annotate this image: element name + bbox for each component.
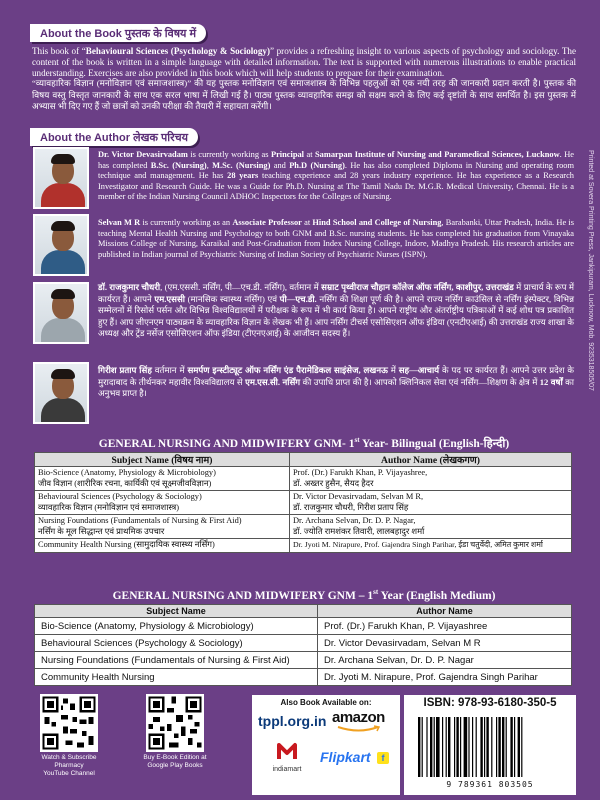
barcode-bar <box>510 717 512 777</box>
about-book-english: This book of “Behavioural Sciences (Psychology & Sociology)” provides a refreshing insight to various aspects of psychology and sociology. The content of the book is written in a simple language with detailed information. The text is supported with numerous illustrations to enable practical understanding. Exercises are also provided in this book which will help students to prepare for their examination. <box>32 46 576 78</box>
barcode-bar <box>442 717 443 777</box>
about-book-heading: About the Book पुस्तक के विषय में <box>30 24 206 42</box>
barcode-digits: 9 789361 803505 <box>446 780 534 789</box>
author-photo <box>33 282 89 344</box>
about-author-heading: About the Author लेखक परिचय <box>30 128 198 146</box>
isbn-box <box>404 695 576 795</box>
available-on-box <box>252 695 400 795</box>
barcode-bar <box>502 717 504 777</box>
author-bio: डॉ. राजकुमार चौधरी, (एम.एससी. नर्सिंग, पी—एच.डी. नर्सिंग), वर्तमान में सम्राट पृथ्वीराज चौहान कॉलेज ऑफ नर्सिंग, काशीपुर, उत्तराखंड में प्राचार्य के रूप में कार्यरत हैं। आपने एम.एससी (मानसिक स्वास्थ्य नर्सिंग) एवं पी—एच.डी. नर्सिंग की शिक्षा पूर्ण की है। आपने राज्य नर्सिंग काउंसिल से नर्सिंग इंस्पेक्टर, विभिन्न सम्मेलनों में रिसोर्स पर्सन और विभिन्न विश्वविद्यालयों में परीक्षक के रूप में भी कार्य किया है। आपने राष्ट्रीय और अंतर्राष्ट्रीय पत्रिकाओं में कई शोध पत्र प्रकाशित हुए हैं। आप जीएनएम पाठ्यक्रम के व्यावहारिक विज्ञान के लेखक भी हैं। आप नर्सिंग टीचर्स एसोसिएशन ऑफ इंडिया (एनटीएआई) की उत्तराखंड राज्य शाखा के अध्यक्ष और ट्रेंड नर्सेज एसोसिएशन ऑफ इंडिया (टीएनएआई) के आजीवन सदस्य हैं। <box>98 282 575 339</box>
barcode-bar <box>468 717 469 777</box>
ebook-qr-label: Buy E-Book Edition at Google Play Books <box>143 754 207 769</box>
barcode-bar <box>456 717 458 777</box>
barcode-bar <box>480 717 482 777</box>
table-row: Community Health Nursing Dr. Jyoti M. Nirapure, Prof. Gajendra Singh Parihar <box>35 669 572 686</box>
author-bio: Selvan M R is currently working as an Associate Professor at Hind School and College of Nursing, Barabanki, Uttar Pradesh, India. He is teaching Mental Health Nursing and Psychology to both GNM and B.Sc. nursing students. He has completed his graduation from Vinayaka Missions College of Nursing, Karaikal and Post-Graduation from Index Nursing College, Indore, Madhya Pradesh. His research articles are published in Indian journal of Psychiatric Nursing of Indian Society of Psychiatric Nurses (ISPN). <box>98 218 575 259</box>
barcode-bar <box>486 717 488 777</box>
bilingual-table <box>34 452 572 553</box>
about-book-hindi: “व्यावहारिक विज्ञान (मनोविज्ञान एवं समाजशास्त्र)” की यह पुस्तक मनोविज्ञान एवं समाजशास्त्र के विभिन्न पहलुओं को एक नयी तरह की जानकारी प्रदान करती है। पुस्तक की विषय वस्तु विस्तृत जानकारी के साथ एक सरल भाषा में लिखी गई है। पाठ्य पुस्तक व्यावहारिक समझ को सक्षम करने के लिए कई दृष्टांतों के साथ समर्थित है। इस पुस्तक में अभ्यास भी दिए गए हैं जो छात्रों को उनकी परीक्षा की तैयारी में सहायता करेंगी। <box>32 78 576 111</box>
available-heading: Also Book Available on: <box>280 698 372 707</box>
ebook-qr-code[interactable] <box>146 694 204 752</box>
barcode-bar <box>498 717 500 777</box>
tppl-link[interactable]: tppl.org.in <box>258 713 327 729</box>
table-row: Behavioural Sciences (Psychology & Sociology) Dr. Victor Devasirvadam, Selvan M R <box>35 635 572 652</box>
amazon-logo[interactable]: amazon <box>332 709 396 731</box>
table-row: Bio-Science (Anatomy, Physiology & Microbiology) Prof. (Dr.) Farukh Khan, P. Vijayashree <box>35 618 572 635</box>
barcode-bar <box>418 717 420 777</box>
table-row: Bio-Science (Anatomy, Physiology & Microbiology) जीव विज्ञान (शारीरिक रचना, कार्यिकी एवं सूक्ष्मजीवविज्ञान) Prof. (Dr.) Farukh Khan, P. Vijayashree, डॉ. अख्तर हुसैन, सैयद हैदर <box>35 467 572 491</box>
barcode-bar <box>436 717 440 777</box>
barcode-bar <box>484 717 485 777</box>
author-bio: Dr. Victor Devasirvadam is currently working as Principal at Samarpan Institute of Nursing and Paramedical Sciences, Lucknow. He has completed B.Sc. (Nursing), M.Sc. (Nursing) and Ph.D (Nursing). He has also completed Diploma in Nursing and operating room technique and management. He has 28 years teaching experience and 28 years industry experience. He has experience as a Research Investigator and Research Guide. He was a Guide for Ph.D. Nursing at The Tamil Nadu Dr. M.G.R. Medical University, Chennai. He is a member of the Indian Nursing Council ADHOC Inspectors for the Colleges of Nursing. <box>98 150 574 201</box>
barcode-bar <box>514 717 515 777</box>
barcode-bar <box>472 717 473 777</box>
barcode-bar <box>454 717 455 777</box>
flipkart-logo[interactable]: Flipkart f <box>320 749 396 775</box>
barcode-bar <box>446 717 447 777</box>
barcode <box>416 717 566 779</box>
barcode-bar <box>521 717 522 777</box>
author-bio: गिरीश प्रताप सिंह वर्तमान में समर्पण इन्स्टीट्यूट ऑफ नर्सिंग एंड पैरामेडिकल साइंसेज, लखनऊ में सह—आचार्य के पद पर कार्यरत हैं। आपने उत्तर प्रदेश के मुरादाबाद के तीर्थनकर महावीर विश्वविद्यालय से एम.एस.सी. नर्सिंग की उपाधि प्राप्त की है। आपको क्लिनिकल सेवा एवं नर्सिंग—शिक्षण के क्षेत्र में 12 वर्षों का अनुभव प्राप्त है। <box>98 365 574 399</box>
barcode-bar <box>491 717 492 777</box>
column-header: Subject Name <box>35 605 318 618</box>
barcode-bar <box>460 717 461 777</box>
barcode-bar <box>506 717 507 777</box>
youtube-qr-code[interactable] <box>40 694 98 752</box>
table-row: Nursing Foundations (Fundamentals of Nursing & First Aid) Dr. Archana Selvan, Dr. D. P. Nagar <box>35 652 572 669</box>
printer-note: Printed at Sovera Printing Press, Jankipuram, Lucknow, Mob. 9235318505/07 <box>587 150 594 391</box>
author-photo <box>33 214 89 276</box>
indiamart-logo[interactable]: indiamart <box>262 739 312 779</box>
isbn-number: ISBN: 978-93-6180-350-5 <box>423 697 557 709</box>
author-photo <box>33 147 89 209</box>
barcode-bar <box>426 717 427 777</box>
table-row: Community Health Nursing (सामुदायिक स्वास्थ्य नर्सिंग) Dr. Jyoti M. Nirapure, Prof. Gajendra Singh Parihar, ईडा चतुर्वेदी, अमित कुमार शर्मा <box>35 539 572 553</box>
barcode-bar <box>430 717 432 777</box>
barcode-bar <box>434 717 435 777</box>
column-header: Author Name <box>318 605 572 618</box>
barcode-bar <box>518 717 520 777</box>
barcode-bar <box>476 717 477 777</box>
table-row: Behavioural Sciences (Psychology & Sociology) व्यावहारिक विज्ञान (मनोविज्ञान एवं समाजशास्त्र) Dr. Victor Devasirvadam, Selvan M R, डॉ. राजकुमार चौधरी, गिरीश प्रताप सिंह <box>35 491 572 515</box>
column-header: Subject Name (विषय नाम) <box>35 453 290 467</box>
barcode-bar <box>422 717 423 777</box>
barcode-bar <box>464 717 468 777</box>
author-photo <box>33 362 89 424</box>
barcode-bar <box>448 717 450 777</box>
english-table-title: GENERAL NURSING AND MIDWIFERY GNM – 1st Year (English Medium) <box>112 588 496 602</box>
column-header: Author Name (लेखकगण) <box>290 453 572 467</box>
table-row: Nursing Foundations (Fundamentals of Nursing & First Aid) नर्सिंग के मूल सिद्धान्त एवं प्राथमिक उपचार Dr. Archana Selvan, Dr. D. P. Nagar, डॉ. ज्योति रामशंकर तिवारी, लालबहादुर शर्मा <box>35 515 572 539</box>
english-table <box>34 604 572 686</box>
bilingual-table-title: GENERAL NURSING AND MIDWIFERY GNM- 1st Year- Bilingual (English-हिन्दी) <box>98 436 510 450</box>
youtube-qr-label: Watch & Subscribe Pharmacy YouTube Channel <box>41 754 97 777</box>
barcode-bar <box>496 717 497 777</box>
